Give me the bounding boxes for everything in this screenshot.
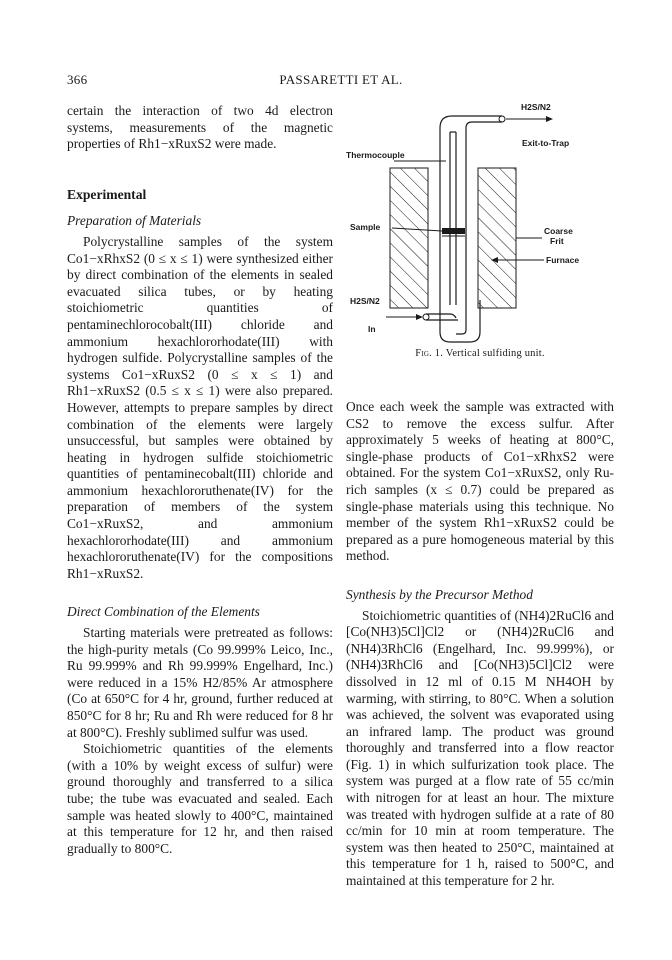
label-thermocouple: Thermocouple [346, 150, 405, 160]
continued-paragraph: Once each week the sample was extracted with CS2 to remove the excess sulfur. After approximately 5 weeks of heating at 800°C, single-phase products of Co1−xRhxS2 were obtained. For the system Co1−xRuxS2, only Ru-rich samples (x ≤ 0.7) could be prepared as single-phase materials using this technique. No member of the system Rh1−xRuxS2 could be prepared as a pure homogeneous material by this method. [346, 399, 614, 564]
furnace-right-block [478, 168, 516, 308]
subsection-heading-preparation: Preparation of Materials [67, 213, 202, 229]
sulfiding-unit-diagram [346, 100, 614, 345]
label-in: In [368, 324, 376, 334]
subsection-heading-precursor: Synthesis by the Precursor Method [346, 586, 533, 602]
label-exit-to-trap: Exit-to-Trap [522, 138, 570, 148]
figure-caption [346, 348, 614, 359]
direct-combination-paragraph-2: Stoichiometric quantities of the elements (with a 10% by weight excess of sulfur) were ground thoroughly and transferred to a silica tube; the tube was evacuated and sealed. Each sample was heated slowly to 400°C, maintained at this temperature for 12 hr, and then raised gradually to 800°C. [67, 741, 333, 856]
label-h2s-out: H2S/N2 [521, 102, 551, 112]
precursor-paragraph: Stoichiometric quantities of (NH4)2RuCl6 and [Co(NH3)5Cl]Cl2 or (NH4)2RuCl6 and (NH4)3RhCl6 (Engelhard, Inc. 99.999%), or (NH4)3RhCl6 and [Co(NH3)5Cl]Cl2 were dissolved in 12 ml of 0.15 M NH4OH by warming, with stirring, to 80°C. When a solution was achieved, the solvent was evaporated using an infrared lamp. The product was ground thoroughly and transferred into a flow reactor (Fig. 1) in which sulfurization took place. The system was purged at a flow rate of 55 cc/min with nitrogen for at least an hour. The mixture was treated with hydrogen sulfide at a rate of 80 cc/min for 10 min at room temperature. The system was then heated to 250°C, maintained at this temperature for 1 h, raised to 500°C, and maintained at this temperature for 2 hr. [346, 607, 614, 889]
running-head: PASSARETTI ET AL. [279, 72, 403, 87]
label-furnace: Furnace [546, 255, 580, 265]
preparation-paragraph: Polycrystalline samples of the system Co1−xRhxS2 (0 ≤ x ≤ 1) were synthesized either by direct combination of the elements in sealed evacuated silica tubes, or by heating stoichiometric quantities of pentaminechlorocobalt(III) chloride and ammonium hexachlororhodate(III) with hydrogen sulfide. Polycrystalline samples of the systems Co1−xRuxS2 (0 ≤ x ≤ 1) and Rh1−xRuxS2 (0.5 ≤ x ≤ 1) were also prepared. However, attempts to prepare samples by direct combination of the elements were largely unsuccessful, but samples were obtained by heating in hydrogen sulfide stoichiometric quantities of pentaminecobalt(III) chloride and ammonium hexachlororuthenate(IV) for the preparation of members of the system Co1−xRuxS2, and ammonium hexachlororhodate(III) and ammonium hexachlororuthenate(IV) for the compositions Rh1−xRuxS2. [67, 233, 333, 581]
section-heading-experimental: Experimental [67, 186, 147, 202]
sample-frit [442, 228, 465, 234]
subsection-heading-direct-combination: Direct Combination of the Elements [67, 604, 260, 620]
label-frit: Frit [550, 236, 564, 246]
intro-paragraph: certain the interaction of two 4d electron systems, measurements of the magnetic properties of Rh1−xRuxS2 were made. [67, 103, 333, 152]
figure-caption-label: Fig. 1. [415, 348, 444, 359]
left-column [67, 103, 333, 857]
right-column [346, 399, 614, 890]
direct-combination-paragraph: Starting materials were pretreated as follows: the high-purity metals (Co 99.999% Leico, Inc., Ru 99.999% and Rh 99.999% Engelhard, Inc.) were reduced in a 15% H2/85% Ar atmosphere (Co at 650°C for 4 hr, ground, further reduced at 850°C for 8 hr; Ru and Rh were reduced for 8 hr at 800°C). Freshly sublimed sulfur was used. [67, 625, 333, 740]
figure-vertical-sulfiding-unit [346, 100, 614, 370]
label-sample: Sample [350, 222, 381, 232]
furnace-left-block [390, 168, 428, 308]
page-header [67, 72, 615, 90]
label-coarse: Coarse [544, 226, 573, 236]
label-h2s-in: H2S/N2 [350, 296, 380, 306]
figure-caption-text: Vertical sulfiding unit. [445, 348, 545, 359]
page-number: 366 [67, 72, 88, 87]
